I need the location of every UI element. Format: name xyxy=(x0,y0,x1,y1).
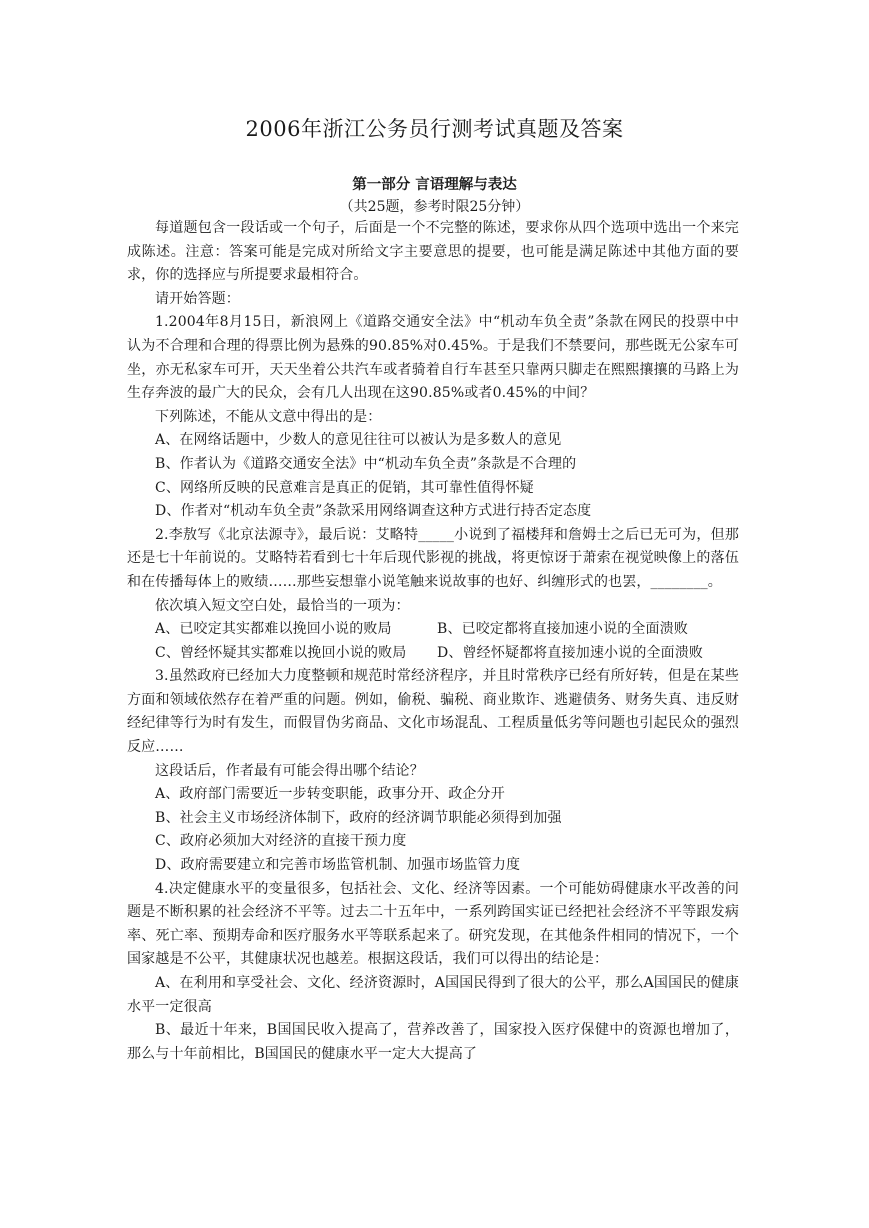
question-2-options-row-1 xyxy=(127,618,739,642)
question-1-option-d: D、作者对“机动车负全责”条款采用网络调查这种方式进行持否定态度 xyxy=(155,503,592,520)
question-1-option-b: B、作者认为《道路交通安全法》中“机动车负全责”条款是不合理的 xyxy=(155,455,577,472)
question-3-prompt: 这段话后，作者最有可能会得出哪个结论？ xyxy=(155,762,424,779)
question-2-option-a: A、已咬定其实都难以挽回小说的败局 xyxy=(155,621,392,638)
question-2-option-c: C、曾经怀疑其实都难以挽回小说的败局 xyxy=(155,644,407,661)
question-2-passage: 2.李敖写《北京法源寺》，最后说：艾略特_____小说到了福楼拜和詹姆士之后已无可为，但那还是七十年前说的。艾略特若看到七十年后现代影视的挑战，将更惊讶于萧索在视觉映像上的落伍和在传播每体上的败绩……那些妄想靠小说笔触来说故事的也好、纠缠形式的也罢，________。 xyxy=(127,526,739,590)
start-prompt: 请开始答题： xyxy=(155,290,240,307)
question-1-passage: 1.2004年8月15日，新浪网上《道路交通安全法》中“机动车负全责”条款在网民的投票中中认为不合理和合理的得票比例为悬殊的90.85%对0.45%。于是我们不禁要问，那些既无公家车可坐，亦无私家车可开，天天坐着公共汽车或者骑着自行车甚至只靠两只脚走在熙熙攘攘的马路上为生存奔波的最广大的民众，会有几人出现在这90.85%或者0.45%的中间？ xyxy=(127,314,739,402)
document-title: 2006年浙江公务员行测考试真题及答案 xyxy=(245,117,624,141)
question-1-prompt: 下列陈述，不能从文意中得出的是： xyxy=(155,408,382,425)
question-2-option-b: B、已咬定都将直接加速小说的全面溃败 xyxy=(437,621,688,638)
section-heading: 第一部分 言语理解与表达 xyxy=(352,176,517,193)
section-note: （共25题，参考时限25分钟） xyxy=(339,199,530,215)
question-3-option-d: D、政府需要建立和完善市场监管机制、加强市场监管力度 xyxy=(155,857,521,874)
question-2-prompt: 依次填入短文空白处，最恰当的一项为： xyxy=(155,597,410,614)
question-1-option-c: C、网络所反映的民意难言是真正的促销，其可靠性值得怀疑 xyxy=(155,479,534,496)
question-1-option-a: A、在网络话题中，少数人的意见往往可以被认为是多数人的意见 xyxy=(155,432,562,449)
question-4-passage: 4.决定健康水平的变量很多，包括社会、文化、经济等因素。一个可能妨碍健康水平改善的问题是不断积累的社会经济不平等。过去二十五年中，一系列跨国实证已经把社会经济不平等跟发病率、死亡率、预期寿命和医疗服务水平等联系起来了。研究发现，在其他条件相同的情况下，一个国家越是不公平，其健康状况也越差。根据这段话，我们可以得出的结论是： xyxy=(127,880,739,968)
question-2-option-d: D、曾经怀疑都将直接加速小说的全面溃败 xyxy=(437,644,704,661)
question-3-option-c: C、政府必须加大对经济的直接干预力度 xyxy=(155,833,407,850)
question-4-option-b: B、最近十年来，B国国民收入提高了，营养改善了，国家投入医疗保健中的资源也增加了，那么与十年前相比，B国国民的健康水平一定大大提高了 xyxy=(127,1022,739,1062)
instructions-paragraph: 每道题包含一段话或一个句子，后面是一个不完整的陈述，要求你从四个选项中选出一个来完成陈述。注意：答案可能是完成对所给文字主要意思的提要，也可能是满足陈述中其他方面的要求，你的选择应与所提要求最相符合。 xyxy=(127,220,739,284)
question-3-passage: 3.虽然政府已经加大力度整顿和规范时常经济程序，并且时常秩序已经有所好转，但是在某些方面和领域依然存在着严重的问题。例如，偷税、骗税、商业欺诈、逃避债务、财务失真、违反财经纪律等行为时有发生，而假冒伪劣商品、文化市场混乱、工程质量低劣等问题也引起民众的强烈反应…… xyxy=(127,668,739,756)
document-body xyxy=(127,217,739,1066)
question-2-options-row-2 xyxy=(127,642,739,666)
question-4-option-a: A、在利用和享受社会、文化、经济资源时，A国国民得到了很大的公平，那么A国国民的健康水平一定很高 xyxy=(127,975,739,1015)
question-3-option-a: A、政府部门需要近一步转变职能，政事分开、政企分开 xyxy=(155,786,505,803)
question-3-option-b: B、社会主义市场经济体制下，政府的经济调节职能必须得到加强 xyxy=(155,809,562,826)
